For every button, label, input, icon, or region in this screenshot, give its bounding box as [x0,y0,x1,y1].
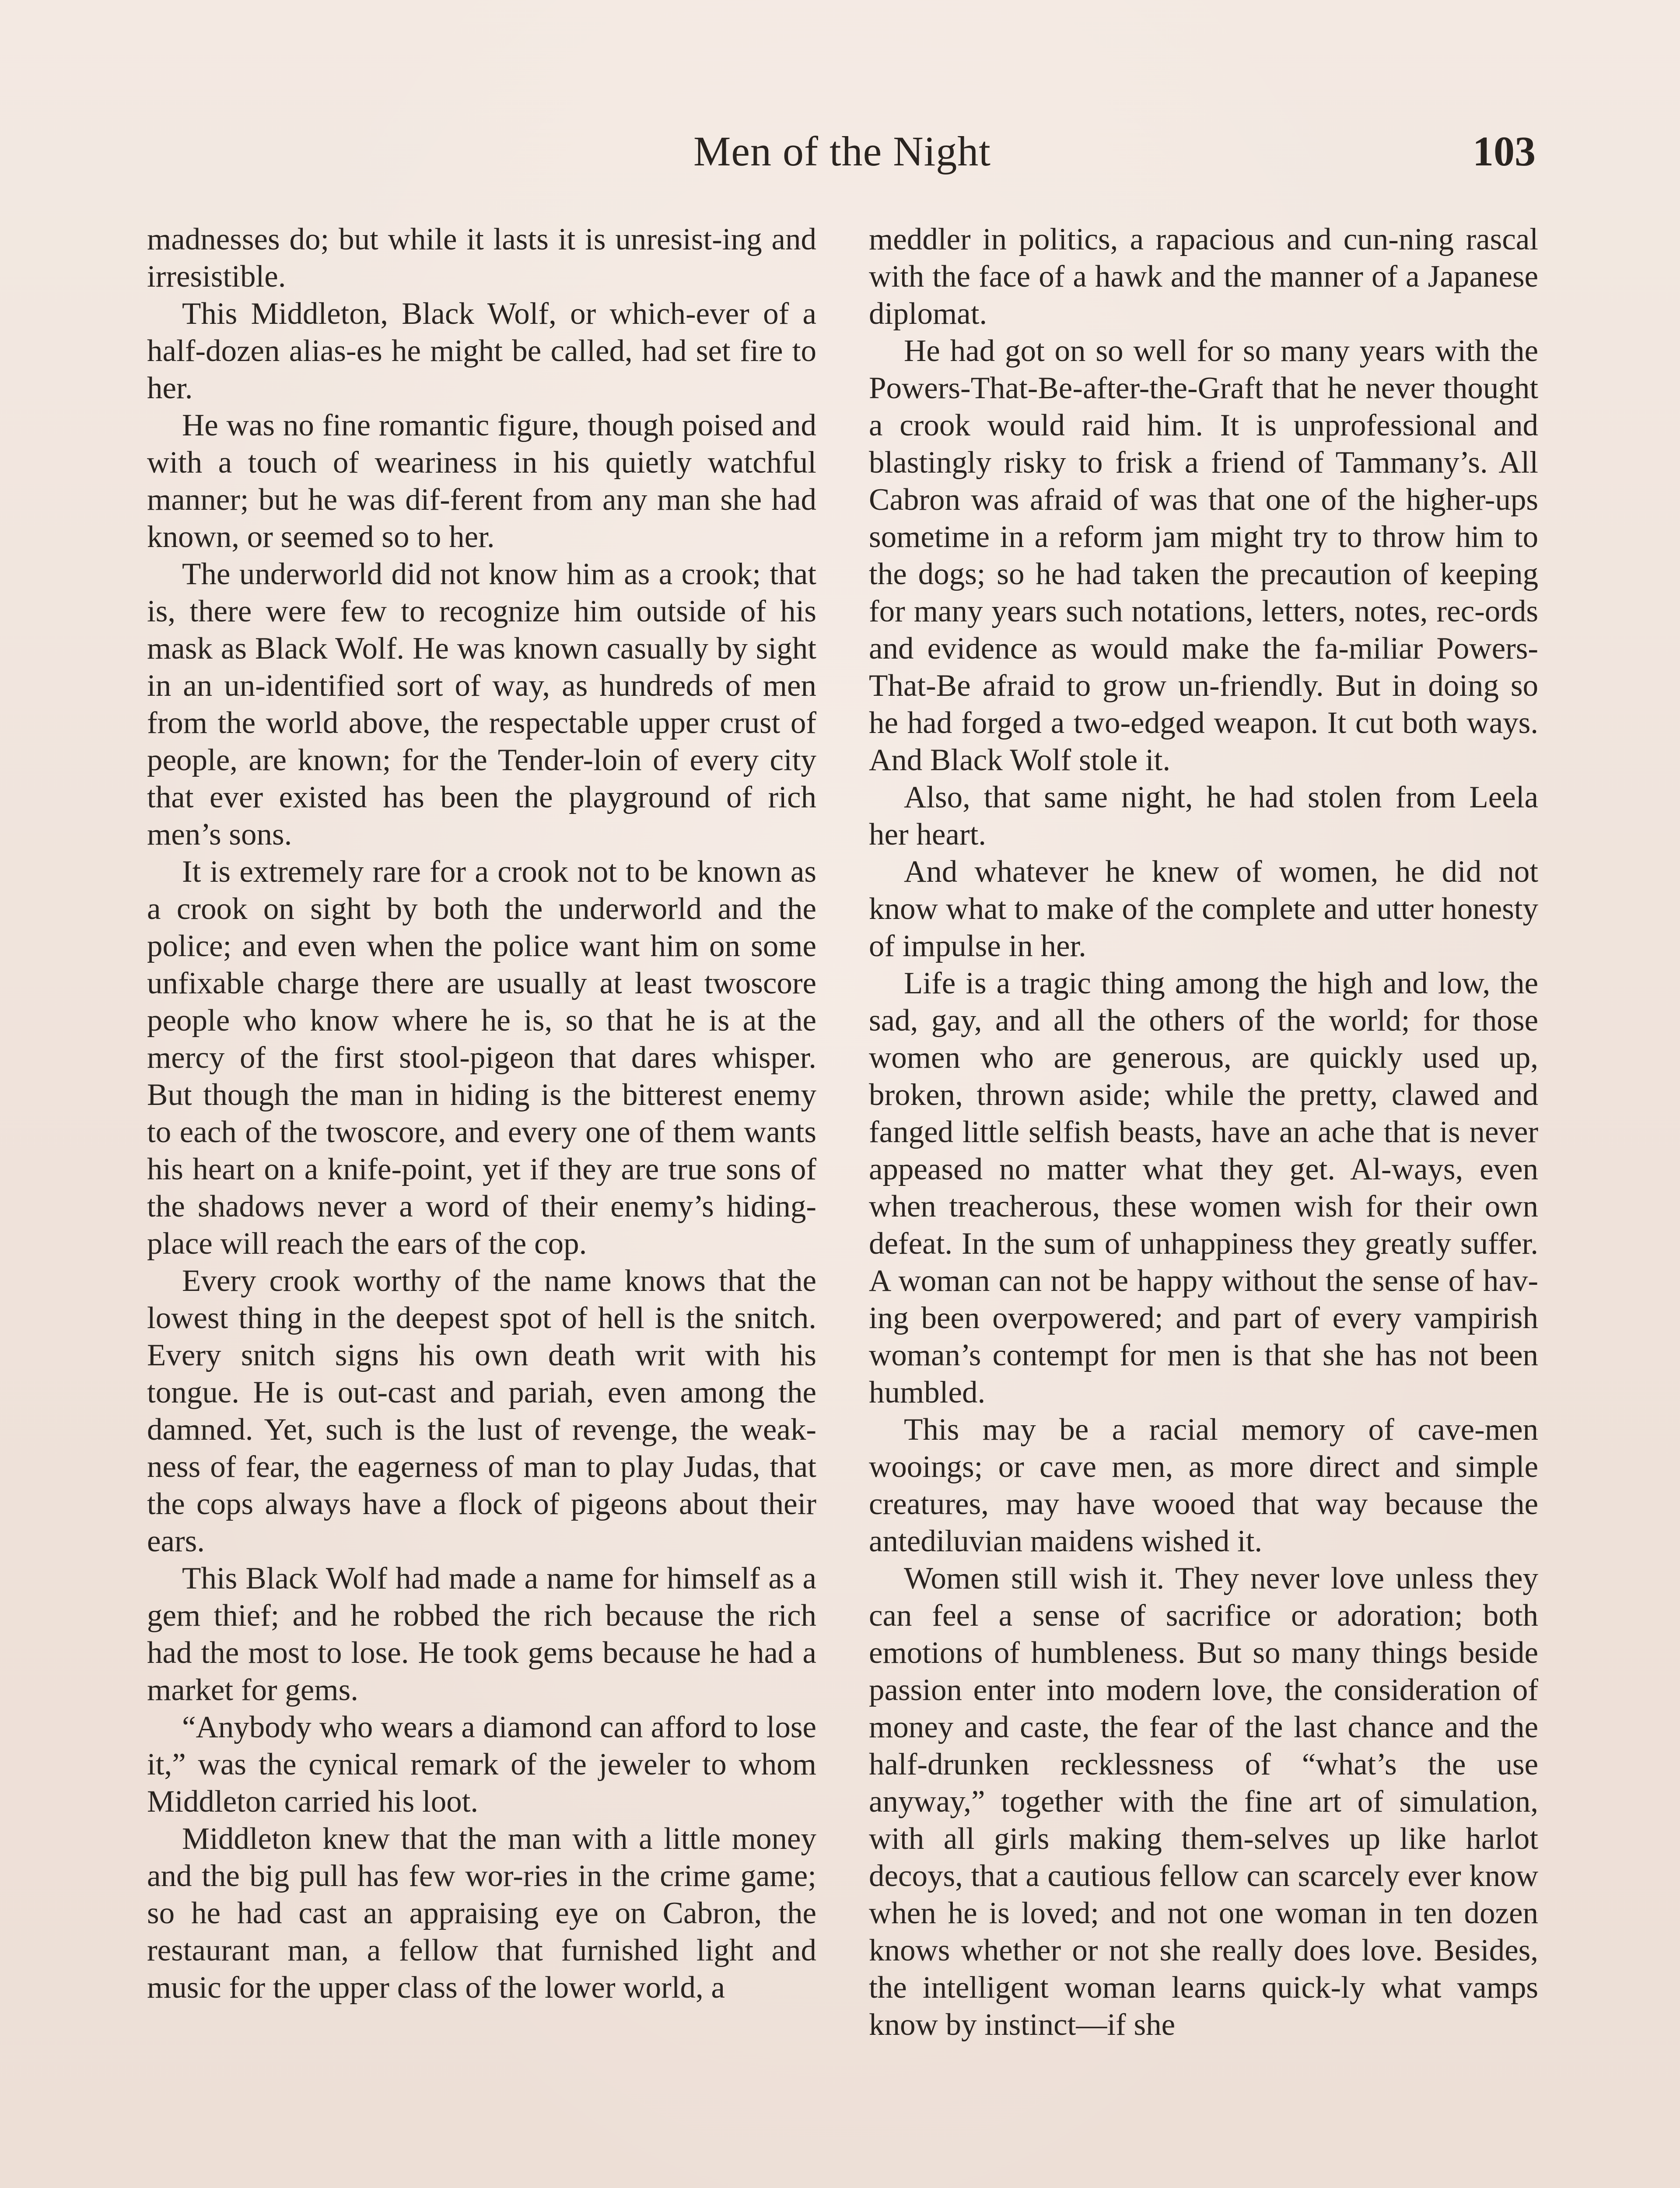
paragraph: Also, that same night, he had stolen from Leela her heart. [869,780,1538,852]
paragraph: It is extremely rare for a crook not to be known as a crook on sight by both the underworld and the police; and even when the police want him on some unfixable charge there are usually at least twoscore people who know where he is, so that he is at the mercy of the first stool-pigeon that dares whisper. But though the man in hiding is the bitterest enemy to each of the twoscore, and every one of them wants his heart on a knife-point, yet if they are true sons of the shadows never a word of their enemy’s hiding-place will reach the ears of the cop. [147,855,816,1261]
paragraph: This Black Wolf had made a name for himself as a gem thief; and he robbed the rich because the rich had the most to lose. He took gems because he had a market for gems. [147,1561,816,1707]
paragraph: “Anybody who wears a diamond can afford to lose it,” was the cynical remark of the jeweler to whom Middleton carried his loot. [147,1710,816,1819]
paragraph: He had got on so well for so many years with the Powers-That-Be-after-the-Graft that he never thought a crook would raid him. It is unprofessional and blastingly risky to frisk a friend of Tammany’s. All Cabron was afraid of was that one of the higher-ups sometime in a reform jam might try to throw him to the dogs; so he had taken the precaution of keeping for many years such notations, letters, notes, rec-ords and evidence as would make the fa-miliar Powers-That-Be afraid to grow un-friendly. But in doing so he had forged a two-edged weapon. It cut both ways. And Black Wolf stole it. [869,334,1538,777]
paragraph: This Middleton, Black Wolf, or which-ever of a half-dozen alias-es he might be called, had set fire to her. [147,297,816,405]
page-header [149,127,1536,188]
right-column [869,221,1538,2188]
paragraph: He was no fine romantic figure, though poised and with a touch of weariness in his quietly watchful manner; but he was dif-ferent from any man she had known, or seemed so to her. [147,408,816,554]
text-columns [147,221,1538,2188]
paragraph: madnesses do; but while it lasts it is unresist-ing and irresistible. [147,222,816,294]
running-title: Men of the Night [693,128,991,175]
page-number: 103 [1473,128,1536,175]
paragraph: Life is a tragic thing among the high and low, the sad, gay, and all the others of the world; for those women who are generous, are quickly used up, broken, thrown aside; while the pretty, clawed and fanged little selfish beasts, have an ache that is never appeased no matter what they get. Al-ways, even when treacherous, these women wish for their own defeat. In the sum of unhappiness they greatly suffer. A woman can not be happy without the sense of hav-ing been overpowered; and part of every vampirish woman’s contempt for men is that she has not been humbled. [869,966,1538,1410]
paragraph: Women still wish it. They never love unless they can feel a sense of sacrifice or adoration; both emotions of humbleness. But so many things beside passion enter into modern love, the consideration of money and caste, the fear of the last chance and the half-drunken recklessness of “what’s the use anyway,” together with the fine art of simulation, with all girls making them-selves up like harlot decoys, that a cautious fellow can scarcely ever know when he is loved; and not one woman in ten dozen knows whether or not she really does love. Besides, the intelligent woman learns quick-ly what vamps know by instinct—if she [869,1561,1538,2042]
left-column [147,221,816,2188]
paragraph: This may be a racial memory of cave-men wooings; or cave men, as more direct and simple creatures, may have wooed that way because the antediluvian maidens wished it. [869,1413,1538,1558]
paragraph: Middleton knew that the man with a little money and the big pull has few wor-ries in the crime game; so he had cast an appraising eye on Cabron, the restaurant man, a fellow that furnished light and music for the upper class of the lower world, a [147,1822,816,2005]
paragraph: The underworld did not know him as a crook; that is, there were few to recognize him outside of his mask as Black Wolf. He was known casually by sight in an un-identified sort of way, as hundreds of men from the world above, the respectable upper crust of people, are known; for the Tender-loin of every city that ever existed has been the playground of rich men’s sons. [147,557,816,852]
paragraph: And whatever he knew of women, he did not know what to make of the complete and utter honesty of impulse in her. [869,855,1538,963]
paragraph: Every crook worthy of the name knows that the lowest thing in the deepest spot of hell is the snitch. Every snitch signs his own death writ with his tongue. He is out-cast and pariah, even among the damned. Yet, such is the lust of revenge, the weak-ness of fear, the eagerness of man to play Judas, that the cops always have a flock of pigeons about their ears. [147,1264,816,1558]
paragraph: meddler in politics, a rapacious and cun-ning rascal with the face of a hawk and the manner of a Japanese diplomat. [869,222,1538,331]
